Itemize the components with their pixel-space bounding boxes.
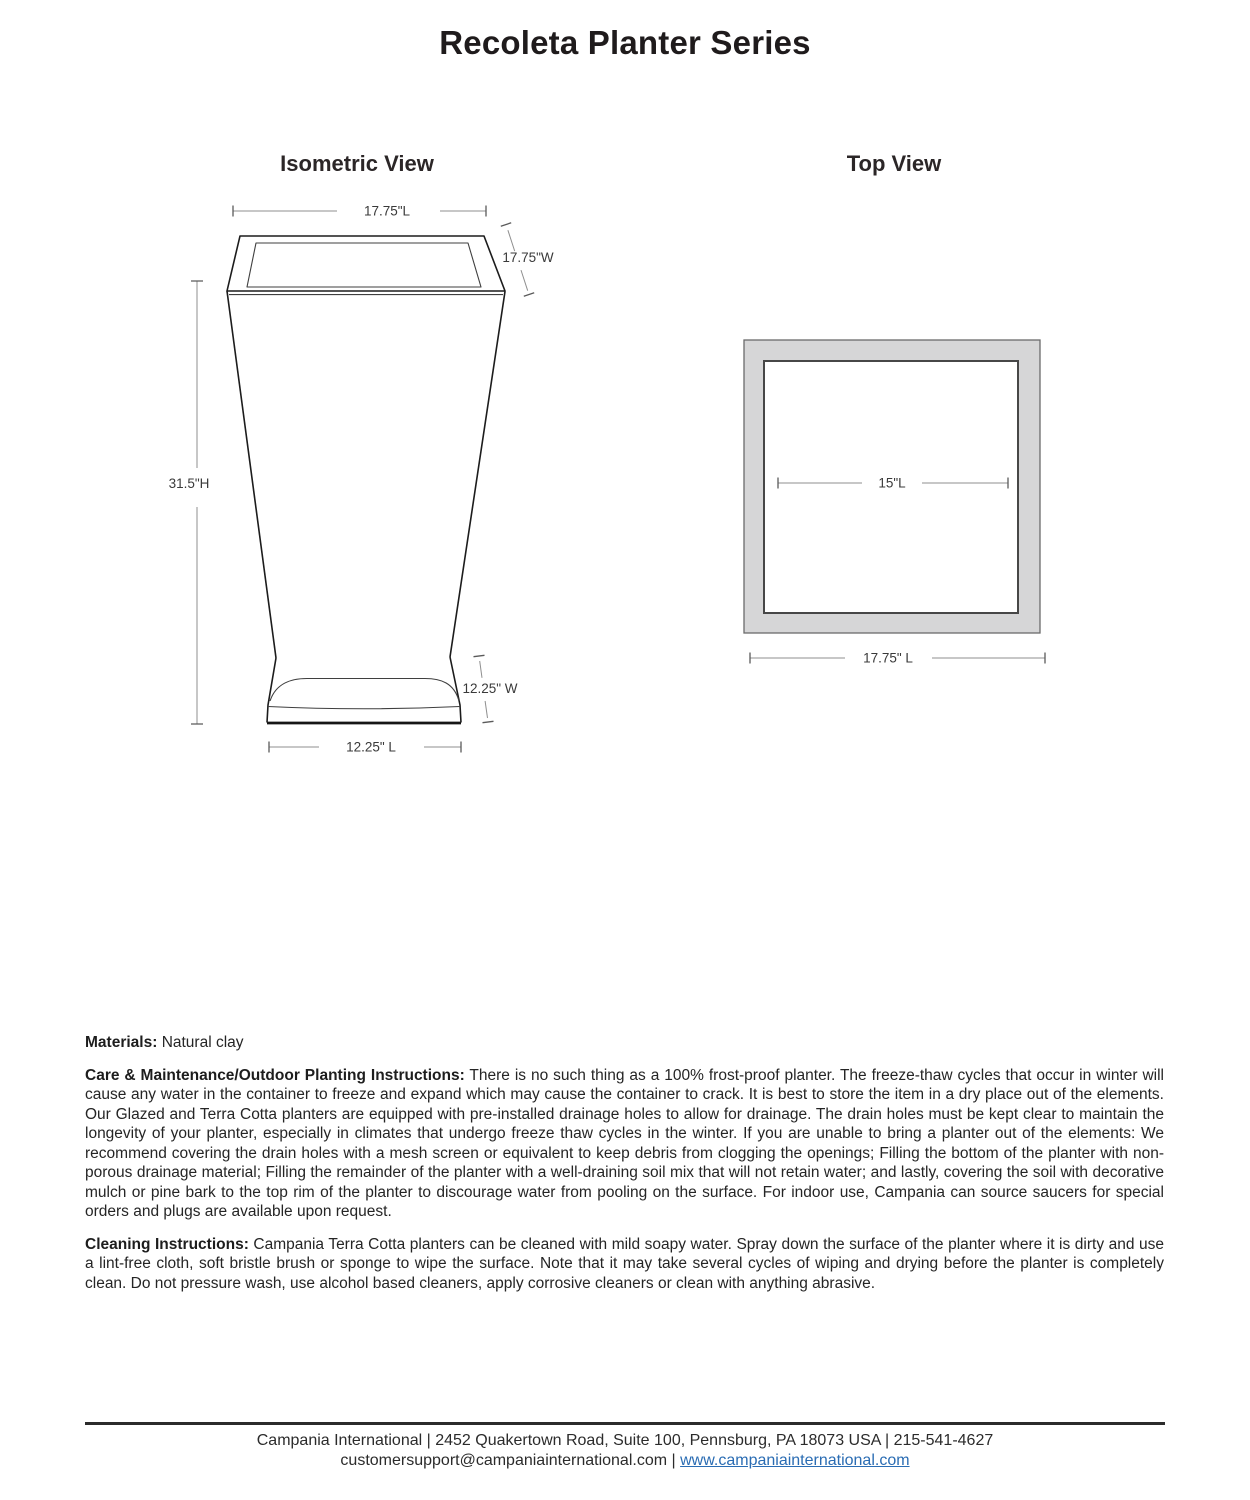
planter-body-right-edge [450,292,505,658]
planter-base-left-edge [267,658,276,723]
cleaning-label: Cleaning Instructions: [85,1235,249,1253]
planter-top-rim [227,236,505,291]
dim-base-width [462,655,517,722]
footer-separator: | [671,1452,676,1469]
top-view-heading: Top View [846,151,942,176]
materials-value: Natural clay [161,1034,244,1051]
dim-top-width-label: 17.75"W [502,250,554,265]
care-label: Care & Maintenance/Outdoor Planting Instructions: [85,1066,465,1084]
isometric-drawing [150,190,570,770]
dim-base-length [269,740,461,755]
footer-website-link[interactable]: www.campaniainternational.com [680,1452,910,1469]
footer-email: customersupport@campaniainternational.com [340,1452,668,1469]
footer [85,1422,1165,1471]
footer-contact-line [85,1451,1165,1471]
materials-label: Materials: [85,1034,158,1051]
planter-plinth-line [268,707,460,709]
planter-base-top-curve [270,679,459,702]
specifications-text [85,1033,1164,1306]
planter-isometric-outline [227,236,505,723]
cleaning-instructions [85,1235,1164,1294]
planter-body-left-edge [227,291,276,658]
top-view-drawing [730,330,1060,670]
dim-outer-length-label: 17.75" L [863,650,913,666]
dim-height-label: 31.5"H [168,476,210,491]
materials-line [85,1033,1164,1053]
dim-inner-length-label: 15"L [878,475,906,491]
care-instructions [85,1066,1164,1222]
dim-top-width [501,223,554,296]
dim-top-length-label: 17.75"L [363,203,411,219]
isometric-view-heading: Isometric View [280,151,434,176]
page-title: Recoleta Planter Series [439,24,811,61]
care-text: There is no such thing as a 100% frost-proof planter. The freeze-thaw cycles that occur in winter will cause any water in the container to freeze and expand which may cause the container to crack. It is best to store the item in a dry place out of the elements. Our Glazed and Terra Cotta planters are equipped with pre-installed drainage holes to allow for drainage. The drain holes must be kept clear to maintain the longevity of your planter, especially in climates that undergo freeze thaw cycles in the winter. If you are unable to bring a planter out of the elements: We recommend covering the drain holes with a mesh screen or equivalent to keep debris from clogging the openings; Filling the bottom of the planter with non-porous drainage material; Filling the remainder of the planter with a well-draining soil mix that will not retain water; and lastly, covering the soil with decorative mulch or pine bark to the top rim of the planter to discourage water from pooling on the surface. For indoor use, Campania can source saucers for special orders and plugs are available upon request. [85,1066,1165,1220]
dim-outer-length [750,651,1045,666]
cleaning-text: Campania Terra Cotta planters can be cleaned with mild soapy water. Spray down the surface of the planter where it is dirty and use a lint-free cloth, soft bristle brush or sponge to wipe the surface. Note that it may take several cycles of wiping and drying before the planter is completely clean. Do not pressure wash, use alcohol based cleaners, apply corrosive cleaners or clean with anything abrasive. [85,1235,1164,1292]
dim-height [169,281,210,724]
dim-base-length-label: 12.25" L [346,739,396,755]
dim-base-width-label: 12.25" W [462,681,518,696]
planter-base-right-edge [450,657,461,723]
dim-top-length [233,204,486,219]
footer-company-line: Campania International | 2452 Quakertown Road, Suite 100, Pennsburg, PA 18073 USA | 215-541-4627 [256,1432,994,1449]
